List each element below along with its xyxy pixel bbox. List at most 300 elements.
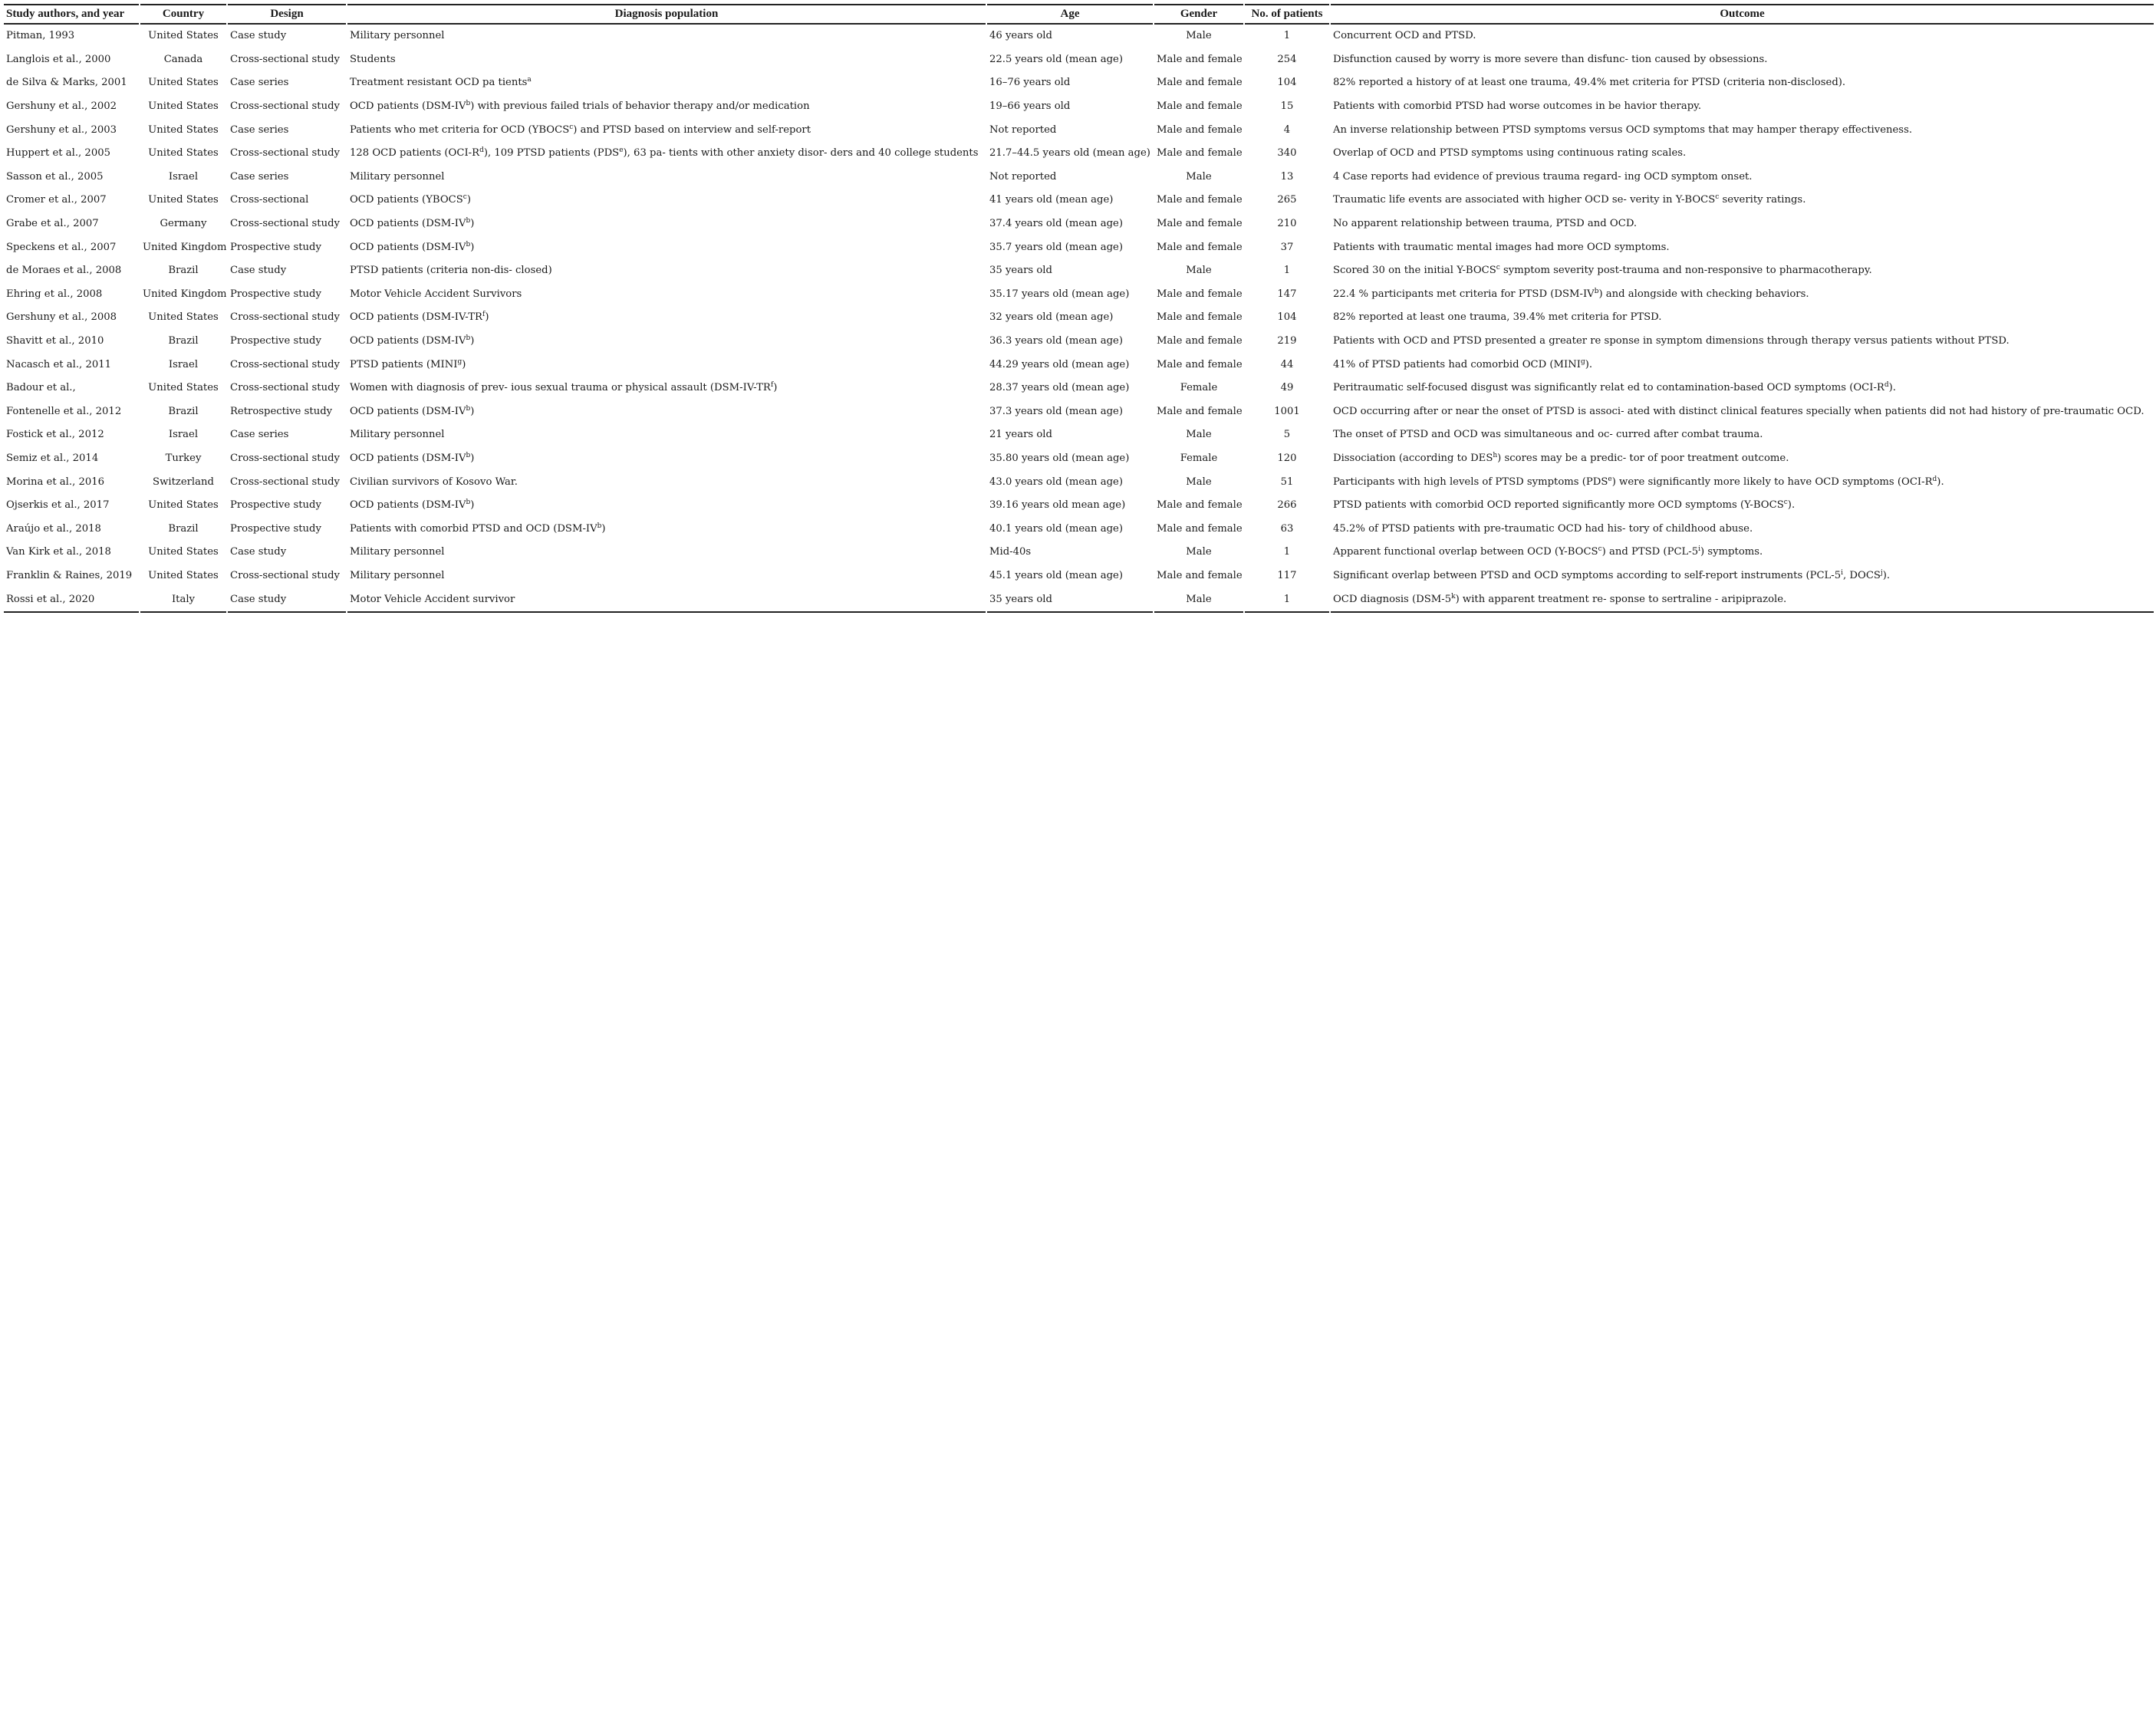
cell-study bbox=[4, 306, 139, 330]
cell-outcome bbox=[1331, 400, 2154, 424]
cell-text: Male bbox=[1186, 170, 1212, 183]
footnote-marker: c bbox=[1598, 545, 1602, 554]
cell-patients bbox=[1245, 212, 1329, 236]
cell-study bbox=[4, 259, 139, 283]
cell-study bbox=[4, 353, 139, 377]
table-row bbox=[4, 400, 2154, 424]
cell-text: ), 109 PTSD patients (PDS bbox=[483, 147, 620, 160]
cell-text: Huppert et al., 2005 bbox=[6, 147, 110, 160]
cell-text: Gershuny et al., 2002 bbox=[6, 100, 117, 113]
cell-text: 35 years old bbox=[989, 593, 1052, 605]
cell-text: No apparent relationship between trauma, PTSD and OCD. bbox=[1333, 218, 1638, 230]
cell-age bbox=[987, 118, 1153, 142]
footnote-marker: c bbox=[1783, 499, 1788, 507]
cell-gender bbox=[1154, 564, 1243, 588]
cell-patients bbox=[1245, 564, 1329, 588]
cell-outcome bbox=[1331, 71, 2154, 95]
footnote-marker: g bbox=[457, 357, 462, 366]
cell-text: Military personnel bbox=[350, 546, 445, 558]
cell-design bbox=[228, 118, 346, 142]
cell-text: 254 bbox=[1277, 53, 1297, 65]
cell-text: Cross-sectional study bbox=[230, 147, 340, 160]
cell-gender bbox=[1154, 283, 1243, 307]
cell-gender bbox=[1154, 25, 1243, 48]
cell-design bbox=[228, 189, 346, 212]
cell-text: 13 bbox=[1280, 170, 1294, 183]
cell-patients bbox=[1245, 25, 1329, 48]
cell-gender bbox=[1154, 259, 1243, 283]
cell-gender bbox=[1154, 212, 1243, 236]
cell-outcome bbox=[1331, 353, 2154, 377]
cell-text: OCD patients (DSM-IV-TR bbox=[350, 311, 482, 324]
cell-text: ). bbox=[1888, 382, 1896, 394]
cell-population bbox=[347, 283, 986, 307]
cell-country bbox=[140, 25, 226, 48]
cell-text: Retrospective study bbox=[230, 405, 333, 417]
table-body bbox=[4, 25, 2154, 613]
cell-patients bbox=[1245, 118, 1329, 142]
footnote-marker: c bbox=[1715, 193, 1720, 202]
cell-text: de Moraes et al., 2008 bbox=[6, 265, 122, 277]
cell-text: Speckens et al., 2007 bbox=[6, 241, 117, 253]
cell-text: Nacasch et al., 2011 bbox=[6, 358, 112, 370]
footnote-marker: d bbox=[1884, 381, 1889, 390]
cell-text: ) symptoms. bbox=[1700, 546, 1763, 558]
table-row bbox=[4, 212, 2154, 236]
cell-text: 22.5 years old (mean age) bbox=[989, 53, 1123, 65]
cell-text: 4 Case reports had evidence of previous trauma regard- ing OCD symptom onset. bbox=[1333, 170, 1753, 183]
cell-text: Male bbox=[1186, 429, 1212, 441]
cell-population bbox=[347, 48, 986, 72]
cell-gender bbox=[1154, 118, 1243, 142]
cell-population bbox=[347, 588, 986, 613]
cell-text: 120 bbox=[1277, 452, 1297, 464]
cell-study bbox=[4, 541, 139, 564]
cell-country bbox=[140, 306, 226, 330]
cell-age bbox=[987, 166, 1153, 189]
cell-country bbox=[140, 259, 226, 283]
cell-study bbox=[4, 470, 139, 494]
cell-text: United States bbox=[148, 499, 219, 512]
cell-text: Male and female bbox=[1157, 100, 1243, 113]
cell-text: Switzerland bbox=[153, 476, 214, 488]
cell-text: United States bbox=[148, 194, 219, 206]
cell-text: Students bbox=[350, 53, 396, 65]
cell-study bbox=[4, 189, 139, 212]
cell-text: Fostick et al., 2012 bbox=[6, 429, 104, 441]
cell-text: OCD patients (YBOCS bbox=[350, 194, 463, 206]
cell-study bbox=[4, 95, 139, 119]
cell-text: OCD patients (DSM-IV bbox=[350, 499, 466, 512]
col-header-country: Country bbox=[140, 4, 226, 25]
cell-text: Cromer et al., 2007 bbox=[6, 194, 107, 206]
cell-text: 82% reported a history of at least one trauma, 49.4% met criteria for PTSD (criteria non-disclosed). bbox=[1333, 77, 1846, 89]
cell-text: ) bbox=[470, 241, 475, 253]
cell-outcome bbox=[1331, 25, 2154, 48]
cell-study bbox=[4, 212, 139, 236]
cell-text: 117 bbox=[1277, 569, 1297, 581]
footnote-marker: f bbox=[770, 381, 774, 390]
cell-study bbox=[4, 25, 139, 48]
cell-text: Male and female bbox=[1157, 53, 1243, 65]
cell-text: 46 years old bbox=[989, 30, 1052, 42]
cell-text: OCD patients (DSM-IV bbox=[350, 241, 466, 253]
footnote-marker: b bbox=[466, 100, 471, 108]
cell-text: 44 bbox=[1280, 358, 1294, 370]
cell-text: 265 bbox=[1277, 194, 1297, 206]
cell-text: OCD patients (DSM-IV bbox=[350, 335, 466, 347]
cell-text: Case series bbox=[230, 170, 289, 183]
table-row bbox=[4, 259, 2154, 283]
cell-outcome bbox=[1331, 541, 2154, 564]
cell-gender bbox=[1154, 189, 1243, 212]
cell-age bbox=[987, 517, 1153, 541]
cell-patients bbox=[1245, 423, 1329, 447]
cell-gender bbox=[1154, 400, 1243, 424]
footnote-marker: i bbox=[1841, 568, 1844, 577]
cell-text: Gershuny et al., 2008 bbox=[6, 311, 117, 324]
cell-text: United States bbox=[148, 569, 219, 581]
table-row bbox=[4, 588, 2154, 613]
table-row bbox=[4, 564, 2154, 588]
cell-design bbox=[228, 494, 346, 518]
cell-outcome bbox=[1331, 517, 2154, 541]
cell-text: Sasson et al., 2005 bbox=[6, 170, 104, 183]
cell-design bbox=[228, 283, 346, 307]
cell-country bbox=[140, 212, 226, 236]
cell-text: Cross-sectional study bbox=[230, 382, 340, 394]
cell-outcome bbox=[1331, 494, 2154, 518]
footnote-marker: j bbox=[1880, 568, 1883, 577]
cell-outcome bbox=[1331, 166, 2154, 189]
cell-text: Male and female bbox=[1157, 358, 1243, 370]
table-row bbox=[4, 71, 2154, 95]
cell-text: Cross-sectional study bbox=[230, 311, 340, 324]
cell-text: 21.7–44.5 years old (mean age) bbox=[989, 147, 1150, 160]
study-table-container bbox=[2, 4, 2154, 613]
cell-gender bbox=[1154, 166, 1243, 189]
cell-text: OCD patients (DSM-IV bbox=[350, 100, 466, 113]
cell-outcome bbox=[1331, 189, 2154, 212]
cell-patients bbox=[1245, 400, 1329, 424]
cell-text: ) and PTSD (PCL-5 bbox=[1601, 546, 1699, 558]
cell-text: 45.1 years old (mean age) bbox=[989, 569, 1123, 581]
cell-study bbox=[4, 71, 139, 95]
cell-text: Civilian survivors of Kosovo War. bbox=[350, 476, 518, 488]
cell-text: Disfunction caused by worry is more severe than disfunc- tion caused by obsessions. bbox=[1333, 53, 1768, 65]
cell-text: 82% reported at least one trauma, 39.4% met criteria for PTSD. bbox=[1333, 311, 1662, 324]
cell-text: United States bbox=[148, 546, 219, 558]
cell-text: Male and female bbox=[1157, 218, 1243, 230]
cell-population bbox=[347, 142, 986, 166]
cell-text: Case study bbox=[230, 593, 287, 605]
cell-text: Brazil bbox=[168, 405, 199, 417]
cell-patients bbox=[1245, 494, 1329, 518]
cell-text: 210 bbox=[1277, 218, 1297, 230]
cell-text: 28.37 years old (mean age) bbox=[989, 382, 1130, 394]
footnote-marker: e bbox=[619, 146, 624, 155]
cell-text: Male bbox=[1186, 593, 1212, 605]
table-row bbox=[4, 118, 2154, 142]
cell-patients bbox=[1245, 330, 1329, 354]
cell-text: 128 OCD patients (OCI-R bbox=[350, 147, 480, 160]
cell-text: Case series bbox=[230, 77, 289, 89]
cell-text: ) bbox=[470, 405, 475, 417]
cell-text: Patients with traumatic mental images had more OCD symptoms. bbox=[1333, 241, 1670, 253]
cell-outcome bbox=[1331, 283, 2154, 307]
cell-text: ), 63 pa- tients with other anxiety disor- ders and 40 college students bbox=[623, 147, 979, 160]
cell-population bbox=[347, 330, 986, 354]
cell-population bbox=[347, 118, 986, 142]
cell-text: Male and female bbox=[1157, 311, 1243, 324]
cell-age bbox=[987, 377, 1153, 400]
cell-population bbox=[347, 541, 986, 564]
cell-text: Military personnel bbox=[350, 30, 445, 42]
cell-patients bbox=[1245, 189, 1329, 212]
cell-outcome bbox=[1331, 470, 2154, 494]
cell-text: 21 years old bbox=[989, 429, 1052, 441]
cell-text: Treatment resistant OCD pa tients bbox=[350, 77, 528, 89]
cell-text: ) bbox=[485, 311, 489, 324]
cell-population bbox=[347, 447, 986, 471]
cell-country bbox=[140, 330, 226, 354]
cell-text: Male and female bbox=[1157, 194, 1243, 206]
col-header-patients: No. of patients bbox=[1245, 4, 1329, 25]
cell-text: 266 bbox=[1277, 499, 1297, 512]
cell-outcome bbox=[1331, 118, 2154, 142]
cell-text: United States bbox=[148, 311, 219, 324]
cell-population bbox=[347, 212, 986, 236]
cell-text: Grabe et al., 2007 bbox=[6, 218, 99, 230]
cell-text: 35.80 years old (mean age) bbox=[989, 452, 1130, 464]
cell-text: 147 bbox=[1277, 288, 1297, 300]
cell-country bbox=[140, 400, 226, 424]
cell-text: Prospective study bbox=[230, 288, 321, 300]
cell-text: Ehring et al., 2008 bbox=[6, 288, 103, 300]
cell-age bbox=[987, 494, 1153, 518]
footnote-marker: h bbox=[1493, 451, 1498, 459]
cell-text: Overlap of OCD and PTSD symptoms using continuous rating scales. bbox=[1333, 147, 1687, 160]
cell-text: 35 years old bbox=[989, 265, 1052, 277]
cell-study bbox=[4, 517, 139, 541]
cell-age bbox=[987, 447, 1153, 471]
cell-text: United States bbox=[148, 77, 219, 89]
cell-text: , DOCS bbox=[1843, 569, 1881, 581]
cell-text: 1 bbox=[1283, 265, 1291, 277]
cell-age bbox=[987, 95, 1153, 119]
cell-text: Case series bbox=[230, 123, 289, 136]
cell-age bbox=[987, 400, 1153, 424]
cell-text: Cross-sectional study bbox=[230, 452, 340, 464]
cell-gender bbox=[1154, 541, 1243, 564]
cell-outcome bbox=[1331, 564, 2154, 588]
cell-text: 19–66 years old bbox=[989, 100, 1071, 113]
cell-age bbox=[987, 212, 1153, 236]
cell-patients bbox=[1245, 48, 1329, 72]
cell-text: Canada bbox=[163, 53, 203, 65]
cell-text: ) and alongside with checking behaviors. bbox=[1598, 288, 1809, 300]
cell-text: Gershuny et al., 2003 bbox=[6, 123, 117, 136]
footnote-marker: b bbox=[466, 499, 471, 507]
cell-text: United States bbox=[148, 123, 219, 136]
cell-text: PTSD patients with comorbid OCD reported significantly more OCD symptoms (Y-BOCS bbox=[1333, 499, 1784, 512]
cell-design bbox=[228, 25, 346, 48]
cell-text: 104 bbox=[1277, 77, 1297, 89]
cell-text: 219 bbox=[1277, 335, 1297, 347]
footnote-marker: d bbox=[1932, 475, 1937, 483]
cell-population bbox=[347, 564, 986, 588]
cell-text: Dissociation (according to DES bbox=[1333, 452, 1493, 464]
cell-text: Female bbox=[1180, 382, 1218, 394]
cell-age bbox=[987, 423, 1153, 447]
cell-gender bbox=[1154, 353, 1243, 377]
cell-text: Brazil bbox=[168, 335, 199, 347]
cell-country bbox=[140, 235, 226, 259]
cell-country bbox=[140, 353, 226, 377]
cell-population bbox=[347, 353, 986, 377]
cell-text: ) bbox=[470, 499, 475, 512]
cell-text: Male and female bbox=[1157, 147, 1243, 160]
cell-text: Rossi et al., 2020 bbox=[6, 593, 95, 605]
cell-design bbox=[228, 71, 346, 95]
cell-text: 1 bbox=[1283, 546, 1291, 558]
cell-design bbox=[228, 166, 346, 189]
cell-outcome bbox=[1331, 212, 2154, 236]
cell-age bbox=[987, 564, 1153, 588]
cell-text: ) bbox=[466, 194, 471, 206]
cell-text: Cross-sectional bbox=[230, 194, 309, 206]
cell-population bbox=[347, 189, 986, 212]
cell-study bbox=[4, 235, 139, 259]
cell-patients bbox=[1245, 166, 1329, 189]
cell-text: Male and female bbox=[1157, 405, 1243, 417]
cell-population bbox=[347, 25, 986, 48]
cell-gender bbox=[1154, 48, 1243, 72]
cell-age bbox=[987, 25, 1153, 48]
col-header-age: Age bbox=[987, 4, 1153, 25]
cell-text: Turkey bbox=[165, 452, 202, 464]
cell-text: Women with diagnosis of prev- ious sexual trauma or physical assault (DSM-IV-TR bbox=[350, 382, 771, 394]
cell-gender bbox=[1154, 423, 1243, 447]
cell-design bbox=[228, 142, 346, 166]
table-row bbox=[4, 470, 2154, 494]
cell-text: ) and PTSD based on interview and self-report bbox=[573, 123, 811, 136]
cell-text: 1001 bbox=[1274, 405, 1300, 417]
cell-gender bbox=[1154, 377, 1243, 400]
cell-text: 41 years old (mean age) bbox=[989, 194, 1114, 206]
cell-country bbox=[140, 588, 226, 613]
cell-study bbox=[4, 377, 139, 400]
cell-text: 35.7 years old (mean age) bbox=[989, 241, 1123, 253]
table-row bbox=[4, 423, 2154, 447]
cell-design bbox=[228, 212, 346, 236]
col-header-gender: Gender bbox=[1154, 4, 1243, 25]
cell-study bbox=[4, 48, 139, 72]
cell-age bbox=[987, 588, 1153, 613]
cell-study bbox=[4, 447, 139, 471]
cell-text: ) bbox=[470, 218, 475, 230]
footnote-marker: b bbox=[466, 334, 471, 343]
cell-text: OCD occurring after or near the onset of PTSD is associ- ated with distinct clinical features specially when patients did not had history of pre-traumatic OCD. bbox=[1333, 405, 2144, 417]
cell-text: PTSD patients (MINI bbox=[350, 358, 458, 370]
cell-age bbox=[987, 306, 1153, 330]
cell-gender bbox=[1154, 588, 1243, 613]
cell-outcome bbox=[1331, 423, 2154, 447]
cell-text: Male and female bbox=[1157, 499, 1243, 512]
cell-text: Significant overlap between PTSD and OCD symptoms according to self-report instruments (PCL-5 bbox=[1333, 569, 1842, 581]
study-table bbox=[2, 4, 2155, 613]
cell-text: Pitman, 1993 bbox=[6, 30, 75, 42]
cell-outcome bbox=[1331, 377, 2154, 400]
cell-age bbox=[987, 353, 1153, 377]
cell-gender bbox=[1154, 71, 1243, 95]
cell-text: Israel bbox=[168, 358, 199, 370]
cell-patients bbox=[1245, 353, 1329, 377]
table-row bbox=[4, 235, 2154, 259]
cell-text: Case study bbox=[230, 546, 287, 558]
cell-gender bbox=[1154, 235, 1243, 259]
footnote-marker: k bbox=[1451, 592, 1456, 601]
cell-text: Prospective study bbox=[230, 335, 321, 347]
cell-text: Italy bbox=[171, 593, 196, 605]
cell-gender bbox=[1154, 330, 1243, 354]
cell-age bbox=[987, 48, 1153, 72]
cell-country bbox=[140, 541, 226, 564]
cell-population bbox=[347, 71, 986, 95]
cell-text: 22.4 % participants met criteria for PTSD (DSM-IV bbox=[1333, 288, 1595, 300]
cell-population bbox=[347, 306, 986, 330]
cell-text: Fontenelle et al., 2012 bbox=[6, 405, 122, 417]
cell-text: Cross-sectional study bbox=[230, 476, 340, 488]
cell-text: ) bbox=[601, 522, 606, 535]
footnote-marker: b bbox=[597, 522, 602, 530]
footnote-marker: i bbox=[1698, 545, 1701, 554]
cell-design bbox=[228, 423, 346, 447]
cell-text: 43.0 years old (mean age) bbox=[989, 476, 1123, 488]
cell-gender bbox=[1154, 447, 1243, 471]
cell-study bbox=[4, 400, 139, 424]
cell-text: Brazil bbox=[168, 522, 199, 535]
cell-country bbox=[140, 48, 226, 72]
cell-design bbox=[228, 235, 346, 259]
cell-text: Cross-sectional study bbox=[230, 358, 340, 370]
cell-patients bbox=[1245, 306, 1329, 330]
cell-text: The onset of PTSD and OCD was simultaneous and oc- curred after combat trauma. bbox=[1333, 429, 1763, 441]
cell-population bbox=[347, 400, 986, 424]
cell-text: 37 bbox=[1280, 241, 1294, 253]
cell-text: Scored 30 on the initial Y-BOCS bbox=[1333, 265, 1496, 277]
cell-text: United Kingdom bbox=[143, 288, 226, 300]
cell-text: 104 bbox=[1277, 311, 1297, 324]
cell-text: Morina et al., 2016 bbox=[6, 476, 105, 488]
header-row bbox=[4, 4, 2154, 25]
cell-design bbox=[228, 447, 346, 471]
cell-patients bbox=[1245, 71, 1329, 95]
cell-text: 63 bbox=[1280, 522, 1294, 535]
cell-population bbox=[347, 423, 986, 447]
cell-text: Araújo et al., 2018 bbox=[6, 522, 101, 535]
cell-study bbox=[4, 118, 139, 142]
cell-text: ) with apparent treatment re- sponse to sertraline - aripiprazole. bbox=[1455, 593, 1787, 605]
cell-text: United Kingdom bbox=[143, 241, 226, 253]
cell-text: 32 years old (mean age) bbox=[989, 311, 1114, 324]
cell-text: Male and female bbox=[1157, 241, 1243, 253]
cell-population bbox=[347, 166, 986, 189]
cell-outcome bbox=[1331, 95, 2154, 119]
cell-text: Prospective study bbox=[230, 241, 321, 253]
col-header-design: Design bbox=[228, 4, 346, 25]
table-row bbox=[4, 283, 2154, 307]
